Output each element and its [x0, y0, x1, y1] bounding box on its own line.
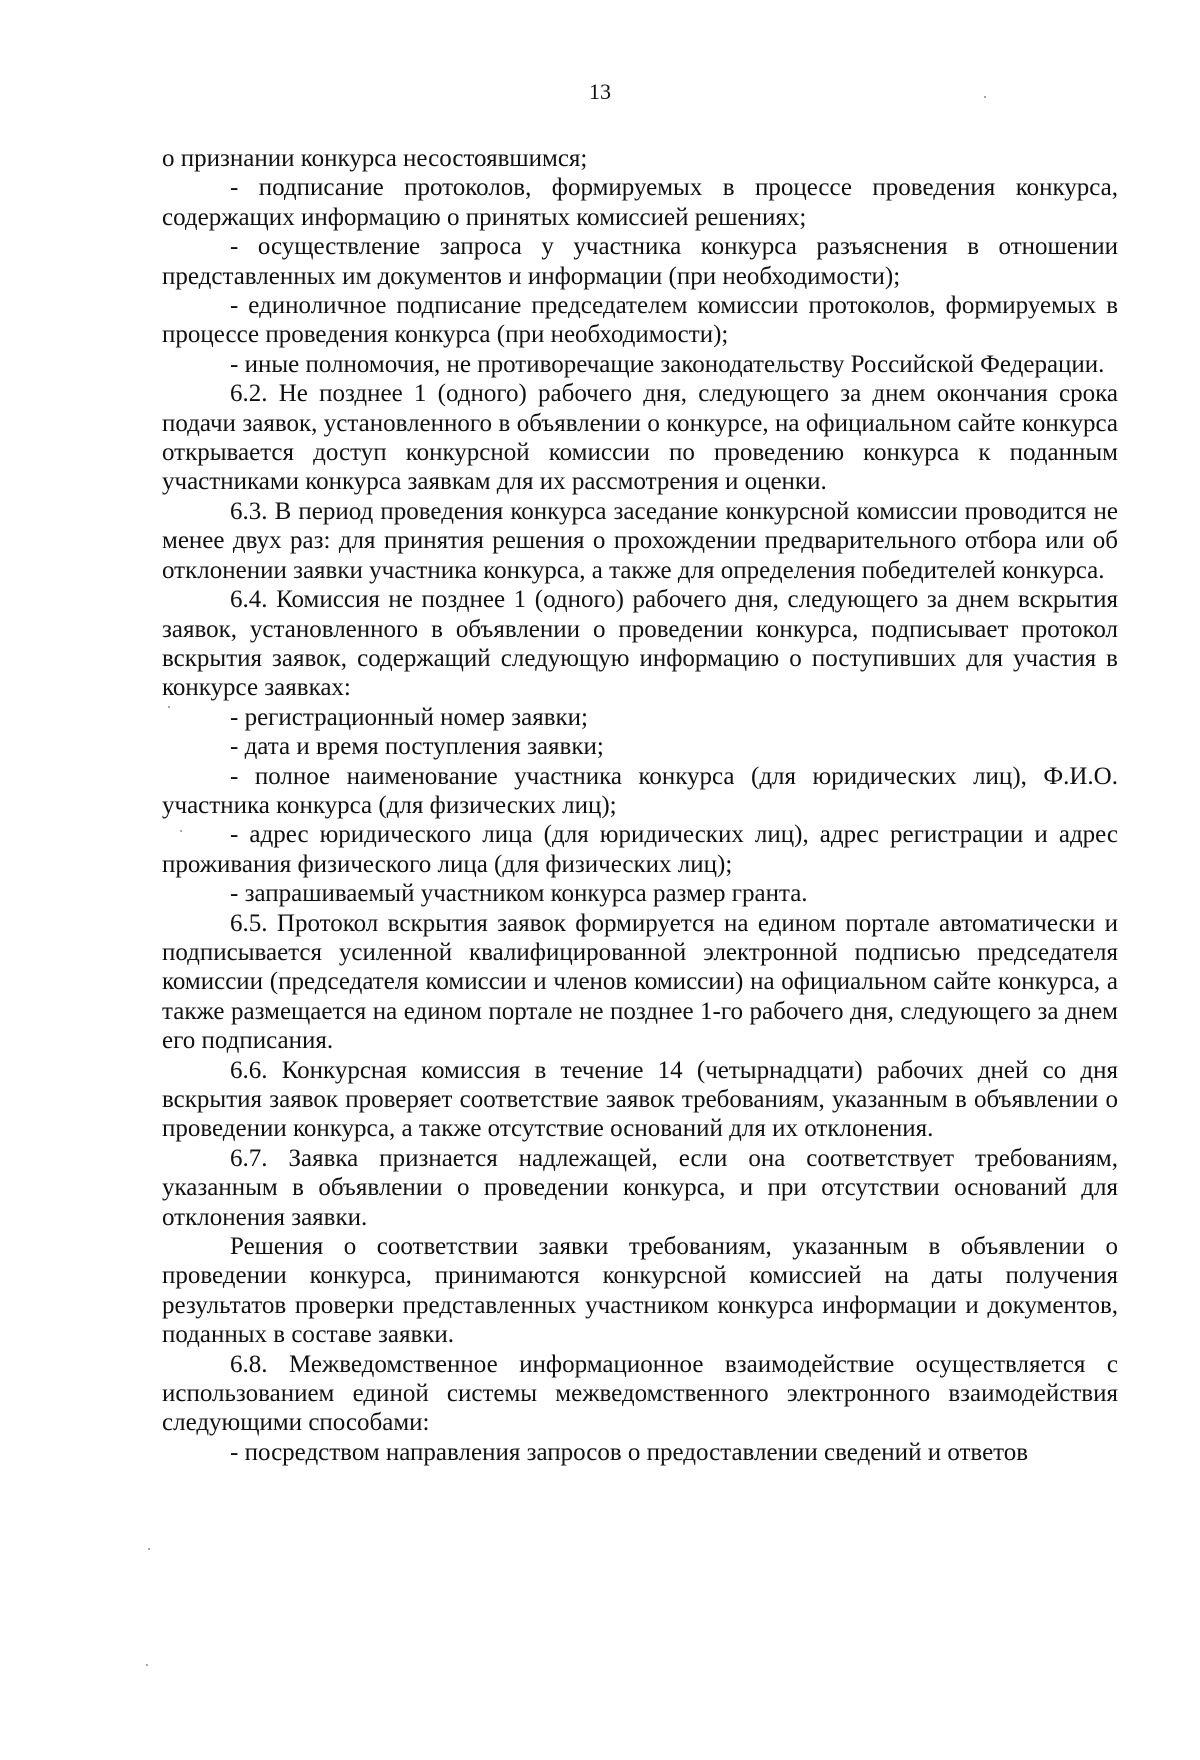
paragraph: Решения о соответствии заявки требованиям, указанным в объявлении о проведении конкурса, принимаются конкурсной комиссией на даты получения результатов проверки представленных участником конкурса информации и документов, поданных в составе заявки.	[162, 1233, 1118, 1349]
paragraph: - иные полномочия, не противоречащие законодательству Российской Федерации.	[230, 350, 1105, 378]
paragraph: - единоличное подписание председателем комиссии протоколов, формируемых в процессе проведения конкурса (при необходимости);	[162, 292, 1118, 349]
scan-speck	[146, 1664, 148, 1666]
scan-speck	[984, 96, 986, 98]
scan-speck	[180, 830, 182, 832]
paragraph: - запрашиваемый участником конкурса размер гранта.	[230, 880, 808, 908]
paragraph: 6.3. В период проведения конкурса заседание конкурсной комиссии проводится не менее двух раз: для принятия решения о прохождении предварительного отбора или об отклонении заявки участника конкурса, а также для определения победителей конкурса.	[162, 497, 1118, 584]
scan-speck	[148, 1548, 150, 1550]
paragraph: 6.4. Комиссия не позднее 1 (одного) рабочего дня, следующего за днем вскрытия заявок, установленного в объявлении о проведении конкурса, подписывает протокол вскрытия заявок, содержащий следующую информацию о поступивших для участия в конкурсе заявках:	[162, 586, 1118, 702]
paragraph: - осуществление запроса у участника конкурса разъяснения в отношении представленных им документов и информации (при необходимости);	[162, 233, 1118, 290]
paragraph: - подписание протоколов, формируемых в процессе проведения конкурса, содержащих информацию о принятых комиссией решениях;	[162, 174, 1118, 231]
document-body	[162, 144, 1118, 1467]
page-number: 13	[589, 79, 611, 104]
paragraph: о признании конкурса несостоявшимся;	[162, 145, 588, 172]
scan-speck	[168, 706, 170, 708]
paragraph: 6.2. Не позднее 1 (одного) рабочего дня, следующего за днем окончания срока подачи заявок, установленного в объявлении о конкурсе, на официальном сайте конкурса открывается доступ конкурсной комиссии по проведению конкурса к поданным участниками конкурса заявкам для их рассмотрения и оценки.	[162, 380, 1118, 496]
paragraph: 6.5. Протокол вскрытия заявок формируется на едином портале автоматически и подписывается усиленной квалифицированной электронной подписью председателя комиссии (председателя комиссии и членов комиссии) на официальном сайте конкурса, а также размещается на едином портале не позднее 1-го рабочего дня, следующего за днем его подписания.	[162, 909, 1118, 1055]
paragraph: 6.8. Межведомственное информационное взаимодействие осуществляется с использованием единой системы межведомственного электронного взаимодействия следующими способами:	[162, 1350, 1118, 1437]
paragraph: 6.7. Заявка признается надлежащей, если она соответствует требованиям, указанным в объявлении о проведении конкурса, и при отсутствии оснований для отклонения заявки.	[162, 1144, 1118, 1231]
paragraph: - посредством направления запросов о предоставлении сведений и ответов	[230, 1438, 1029, 1466]
paragraph: - дата и время поступления заявки;	[230, 733, 604, 761]
paragraph: - регистрационный номер заявки;	[230, 703, 588, 731]
paragraph: - полное наименование участника конкурса (для юридических лиц), Ф.И.О. участника конкурса (для физических лиц);	[162, 762, 1118, 819]
paragraph: - адрес юридического лица (для юридических лиц), адрес регистрации и адрес проживания физического лица (для физических лиц);	[162, 821, 1118, 878]
paragraph: 6.6. Конкурсная комиссия в течение 14 (четырнадцати) рабочих дней со дня вскрытия заявок проверяет соответствие заявок требованиям, указанным в объявлении о проведении конкурса, а также отсутствие оснований для их отклонения.	[162, 1056, 1118, 1143]
